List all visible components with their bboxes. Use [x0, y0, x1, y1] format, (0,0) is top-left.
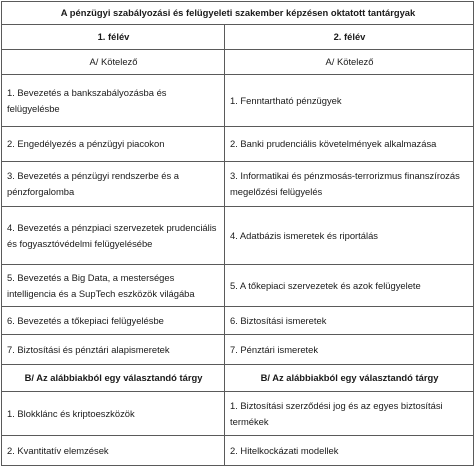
course-cell: 6. Biztosítási ismeretek — [225, 307, 474, 335]
course-cell: 5. A tőkepiaci szervezetek és azok felügyelete — [225, 265, 474, 307]
course-cell: 4. Bevezetés a pénzpiaci szervezetek prudenciális és fogyasztóvédelmi felügyelésébe — [2, 207, 225, 265]
group-a-label-semester-2: A/ Kötelező — [225, 50, 474, 75]
course-cell: 5. Bevezetés a Big Data, a mesterséges intelligencia és a SupTech eszközök világába — [2, 265, 225, 307]
table-row — [2, 436, 474, 466]
course-cell: 4. Adatbázis ismeretek és riportálás — [225, 207, 474, 265]
table-row — [2, 127, 474, 162]
table-title: A pénzügyi szabályozási és felügyeleti szakember képzésen oktatott tantárgyak — [2, 2, 474, 25]
course-cell: 2. Engedélyezés a pénzügyi piacokon — [2, 127, 225, 162]
title-row — [2, 2, 474, 25]
course-cell: 7. Pénztári ismeretek — [225, 335, 474, 365]
course-cell: 6. Bevezetés a tőkepiaci felügyelésbe — [2, 307, 225, 335]
course-cell: 2. Kvantitatív elemzések — [2, 436, 225, 466]
course-cell: 1. Fenntartható pénzügyek — [225, 75, 474, 127]
group-b-header-row — [2, 365, 474, 392]
table-row — [2, 335, 474, 365]
semester-2-header: 2. félév — [225, 25, 474, 50]
table-row — [2, 207, 474, 265]
group-a-header-row — [2, 50, 474, 75]
course-cell: 2. Hitelkockázati modellek — [225, 436, 474, 466]
group-a-label-semester-1: A/ Kötelező — [2, 50, 225, 75]
course-cell: 1. Biztosítási szerződési jog és az egyes biztosítási termékek — [225, 392, 474, 436]
semester-header-row — [2, 25, 474, 50]
table-row — [2, 162, 474, 207]
table-row — [2, 75, 474, 127]
course-cell: 1. Bevezetés a bankszabályozásba és felügyelésbe — [2, 75, 225, 127]
table-row — [2, 265, 474, 307]
table-row — [2, 392, 474, 436]
course-cell: 1. Blokklánc és kriptoeszközök — [2, 392, 225, 436]
group-b-label-semester-2: B/ Az alábbiakból egy választandó tárgy — [225, 365, 474, 392]
semester-1-header: 1. félév — [2, 25, 225, 50]
table-row — [2, 307, 474, 335]
course-cell: 3. Informatikai és pénzmosás-terrorizmus finanszírozás megelőzési felügyelés — [225, 162, 474, 207]
course-cell: 7. Biztosítási és pénztári alapismeretek — [2, 335, 225, 365]
curriculum-table — [1, 1, 474, 466]
course-cell: 2. Banki prudenciális követelmények alkalmazása — [225, 127, 474, 162]
course-cell: 3. Bevezetés a pénzügyi rendszerbe és a pénzforgalomba — [2, 162, 225, 207]
group-b-label-semester-1: B/ Az alábbiakból egy választandó tárgy — [2, 365, 225, 392]
